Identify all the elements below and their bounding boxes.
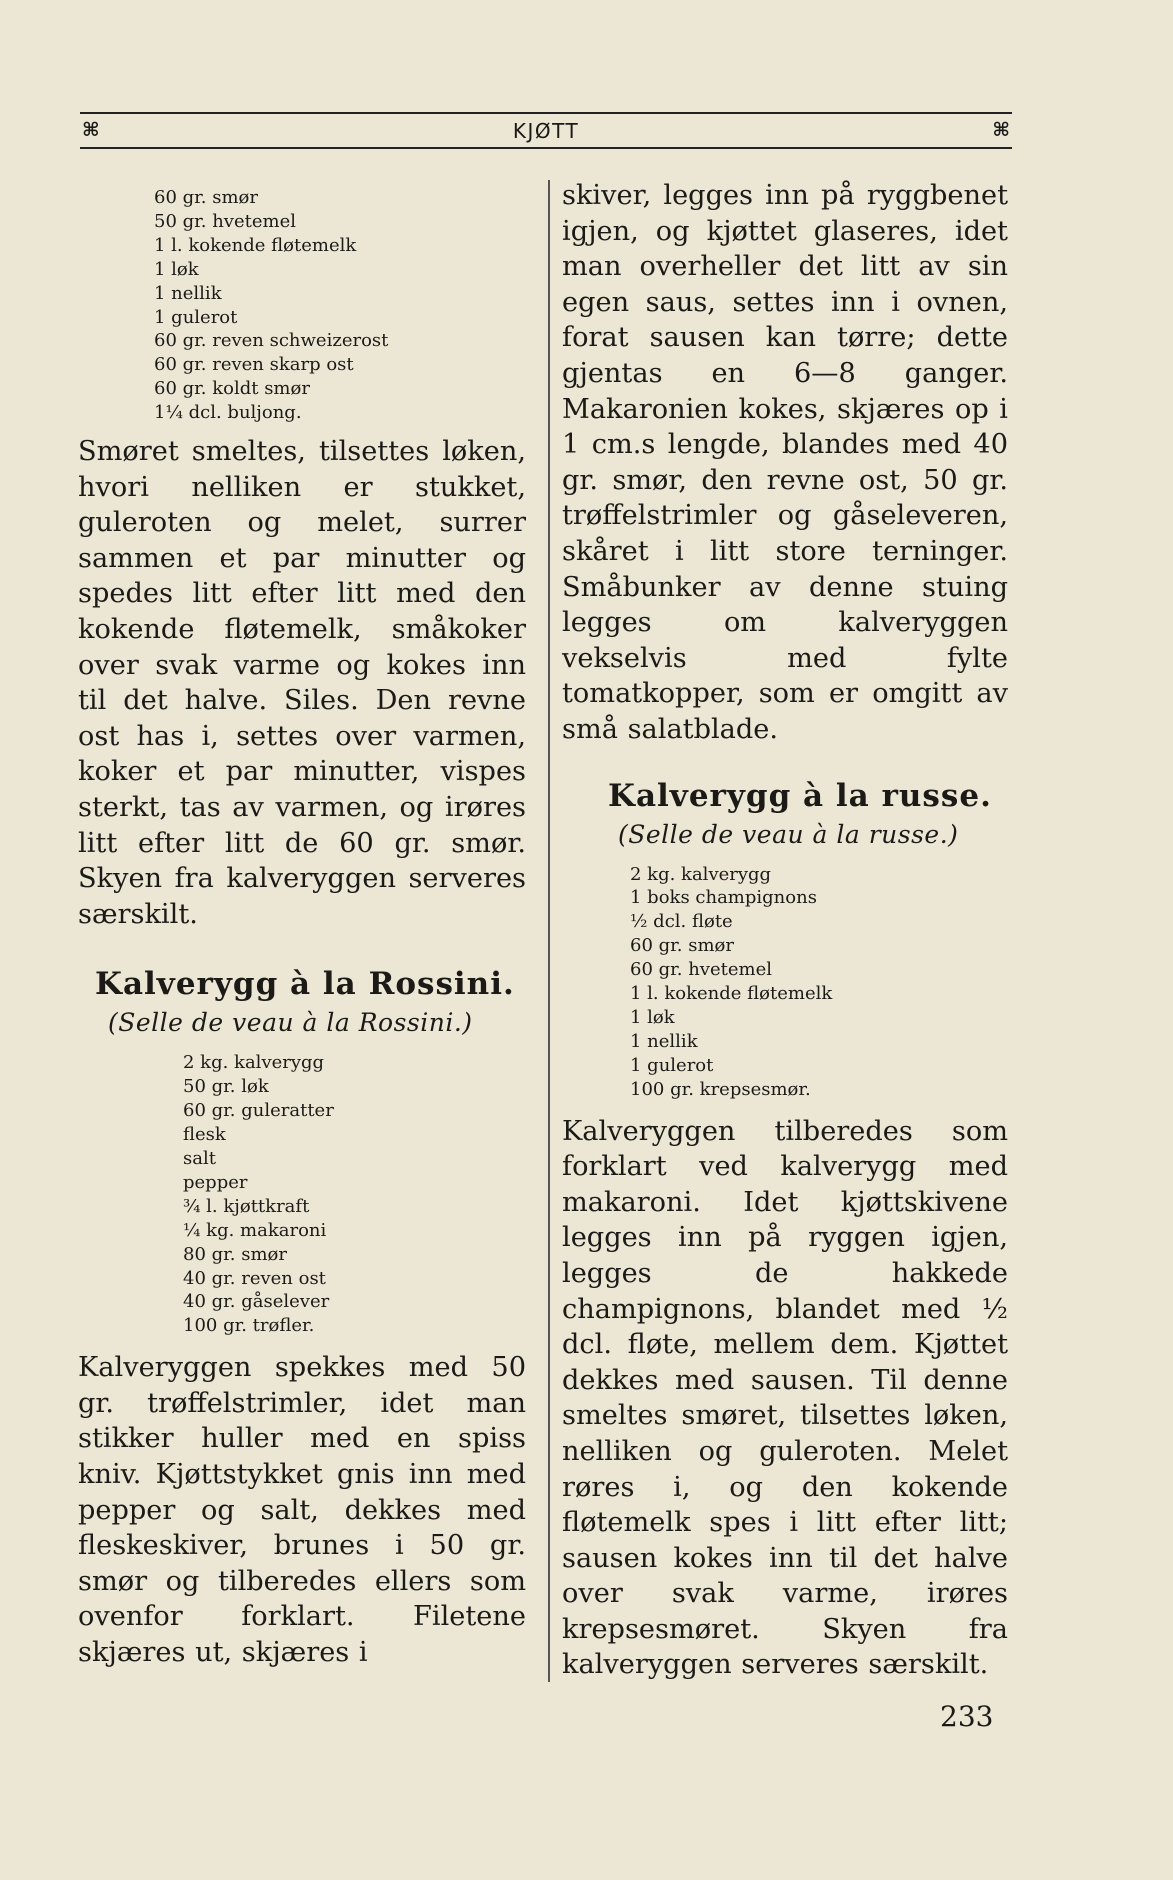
page-number: 233 (940, 1700, 994, 1733)
ingredient-item: ¼ kg. makaroni (183, 1219, 327, 1241)
ornament-icon: ⌘ (992, 119, 1010, 141)
ingredient-list (183, 1051, 526, 1338)
ingredient-list (154, 186, 526, 425)
ingredient-list (630, 863, 1008, 1102)
ingredient-item: 60 gr. koldt smør (154, 378, 310, 400)
running-header (80, 112, 1012, 150)
ornament-icon: ⌘ (82, 119, 100, 141)
ingredient-item: 60 gr. smør (630, 935, 734, 957)
method-paragraph: Kalveryggen spekkes med 50 gr. trøffelstrimler, idet man stikker huller med en spiss kniv. Kjøttstykket gnis inn med pepper og salt, dekkes med fleskeskiver, brunes i 50 gr. smør og tilberedes ellers som ovenfor forklart. Filetene skjæres ut, skjæres i (78, 1352, 526, 1668)
ingredient-item: 60 gr. guleratter (183, 1100, 334, 1122)
recipe-title: Kalverygg à la russe. (608, 777, 992, 814)
ingredient-item: 50 gr. hvetemel (154, 210, 296, 232)
ingredient-item: 100 gr. krepsesmør. (630, 1078, 811, 1100)
ingredient-item: 1 gulerot (154, 306, 238, 328)
ingredient-item: ½ dcl. fløte (630, 911, 733, 933)
header-top-rule (80, 112, 1012, 114)
ingredient-item: 40 gr. gåselever (183, 1291, 330, 1313)
ingredient-item: 1 løk (630, 1006, 675, 1028)
ingredient-item: 1 nellik (154, 282, 222, 304)
right-column (562, 178, 1008, 1683)
recipe-subtitle: (Selle de veau à la Rossini.) (108, 1008, 473, 1038)
ingredient-item: 1 l. kokende fløtemelk (630, 983, 833, 1005)
left-column (78, 186, 526, 1671)
recipe-subtitle: (Selle de veau à la russe.) (618, 819, 959, 849)
ingredient-item: 1¼ dcl. buljong. (154, 402, 302, 424)
method-paragraph: Smøret smeltes, tilsettes løken, hvori nelliken er stukket, guleroten og melet, surrer sammen et par minutter og spedes litt efter litt med den kokende fløtemelk, småkoker over svak varme og kokes inn til det halve. Siles. Den revne ost has i, settes over varmen, koker et par minutter, vispes sterkt, tas av varmen, og irøres litt efter litt de 60 gr. smør. Skyen fra kalveryggen serveres særskilt. (78, 436, 526, 930)
ingredient-item: 60 gr. reven schweizerost (154, 330, 389, 352)
ingredient-item: 2 kg. kalverygg (630, 863, 772, 885)
ingredient-item: 40 gr. reven ost (183, 1267, 326, 1289)
column-divider (548, 180, 550, 1682)
ingredient-item: 1 nellik (630, 1030, 698, 1052)
ingredient-item: flesk (183, 1124, 226, 1146)
ingredient-item: 60 gr. smør (154, 187, 258, 208)
recipe-title: Kalverygg à la Rossini. (95, 966, 515, 1003)
ingredient-item: 1 gulerot (630, 1054, 714, 1076)
method-paragraph: Kalveryggen tilberedes som forklart ved kalverygg med makaroni. Idet kjøttskivene legges inn på ryggen igjen, legges de hakkede champignons, blandet med ½ dcl. fløte, mellem dem. Kjøttet dekkes med sausen. Til denne smeltes smøret, tilsettes løken, nelliken og guleroten. Melet røres i, og den kokende fløtemelk spes i litt efter litt; sausen kokes inn til det halve over svak varme, irøres krepsesmøret. Skyen fra kalveryggen serveres særskilt. (562, 1115, 1008, 1681)
ingredient-item: 1 l. kokende fløtemelk (154, 234, 357, 256)
ingredient-item: 2 kg. kalverygg (183, 1052, 325, 1074)
ingredient-item: salt (183, 1148, 216, 1169)
section-title: KJØTT (512, 119, 580, 143)
ingredient-item: 1 løk (154, 258, 199, 280)
method-paragraph: skiver, legges inn på ryggbenet igjen, og kjøttet glaseres, idet man overheller det litt av sin egen saus, settes inn i ovnen, forat sausen kan tørre; dette gjentas en 6—8 ganger. Makaronien kokes, skjæres op i 1 cm.s lengde, blandes med 40 gr. smør, den revne ost, 50 gr. trøffelstrimler og gåseleveren, skåret i litt store terninger. Småbunker av denne stuing legges om kalveryggen vekselvis med fylte tomatkopper, som er omgitt av små salatblade. (562, 180, 1008, 745)
ingredient-item: pepper (183, 1171, 248, 1193)
header-bottom-rule (80, 147, 1012, 149)
ingredient-item: 60 gr. hvetemel (630, 959, 772, 981)
ingredient-item: ¾ l. kjøttkraft (183, 1195, 310, 1217)
ingredient-item: 100 gr. trøfler. (183, 1315, 315, 1337)
ingredient-item: 50 gr. løk (183, 1076, 269, 1098)
ingredient-item: 60 gr. reven skarp ost (154, 354, 354, 376)
ingredient-item: 1 boks champignons (630, 887, 817, 909)
ingredient-item: 80 gr. smør (183, 1243, 287, 1265)
